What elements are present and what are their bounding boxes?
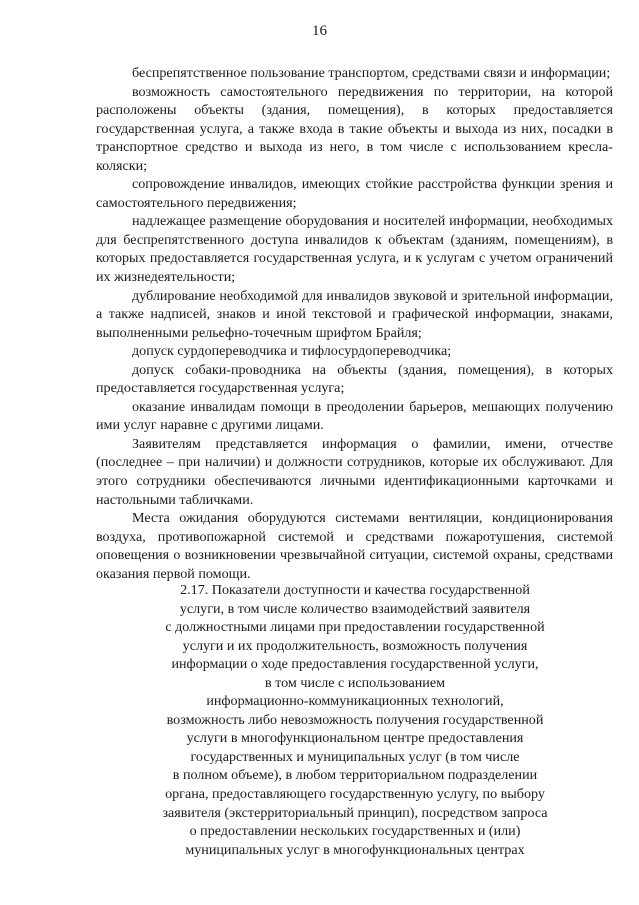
heading-line: возможность либо невозможность получения государственной <box>166 711 544 728</box>
heading-line: в том числе с использованием <box>264 674 446 691</box>
body-text <box>96 64 613 583</box>
section-heading-2-17 <box>112 581 598 859</box>
heading-line: 2.17. Показатели доступности и качества государственной <box>180 582 530 598</box>
heading-line: информации о ходе предоставления государственной услуги, <box>171 656 539 673</box>
heading-line: о предоставлении нескольких государственных и (или) <box>189 823 521 840</box>
heading-line: с должностными лицами при предоставлении государственной <box>165 619 545 636</box>
heading-line: государственных и муниципальных услуг (в том числе <box>190 748 520 765</box>
paragraph-sign-interpreter: допуск сурдопереводчика и тифлосурдопереводчика; <box>132 343 452 360</box>
heading-line: заявителя (экстерриториальный принцип), посредством запроса <box>162 804 548 821</box>
paragraph-barrier-assistance: оказание инвалидам помощи в преодолении барьеров, мешающих получению ими услуг наравне с другими лицами. <box>96 398 613 434</box>
heading-line: услуги, в том числе количество взаимодействий заявителя <box>179 600 531 617</box>
paragraph-duplication-info: дублирование необходимой для инвалидов звуковой и зрительной информации, а также надписей, знаков и иной текстовой и графической информации, знаками, выполненными рельефно-точечным шрифтом Брайля; <box>96 287 613 341</box>
heading-line: услуги и их продолжительность, возможность получения <box>182 637 528 654</box>
paragraph-guide-dog: допуск собаки-проводника на объекты (здания, помещения), в которых предоставляется государственная услуга; <box>96 361 613 397</box>
paragraph-waiting-areas: Места ожидания оборудуются системами вентиляции, кондиционирования воздуха, противопожарной системой и средствами пожаротушения, системой оповещения о возникновении чрезвычайной ситуации, системой охраны, средствами оказания первой помощи. <box>96 510 613 582</box>
paragraph-equipment-placement: надлежащее размещение оборудования и носителей информации, необходимых для беспрепятственного доступа инвалидов к объектам (зданиям, помещениям), в которых предоставляется государственная услуга, и к услугам с учетом ограничений их жизнедеятельности; <box>96 213 613 286</box>
heading-line: услуги в многофункциональном центре предоставления <box>186 730 524 747</box>
paragraph-staff-info: Заявителям представляется информация о фамилии, имени, отчестве (последнее – при наличии) и должности сотрудников, которые их обслуживают. Для этого сотрудники обеспечиваются личными идентификационными карточками и настольными табличками. <box>96 435 613 508</box>
paragraph-escort: сопровождение инвалидов, имеющих стойкие расстройства функции зрения и самостоятельного передвижения; <box>96 176 613 211</box>
heading-line: муниципальных услуг в многофункциональных центрах <box>185 841 525 858</box>
paragraph-independent-movement: возможность самостоятельного передвижения по территории, на которой расположены объекты (здания, помещения), в которых предоставляется государственная услуга, а также входа в такие объекты и выхода из них, посадки в транспортное средство и выхода из него, в том числе с использованием кресла-коляски; <box>96 83 613 174</box>
paragraph-transport-access: беспрепятственное пользование транспортом, средствами связи и информации; <box>132 65 611 81</box>
page-number: 16 <box>312 23 327 39</box>
heading-line: информационно-коммуникационных технологий, <box>206 693 504 710</box>
heading-line: органа, предоставляющего государственную услугу, по выбору <box>165 786 545 803</box>
heading-line: в полном объеме), в любом территориальном подразделении <box>172 767 538 784</box>
